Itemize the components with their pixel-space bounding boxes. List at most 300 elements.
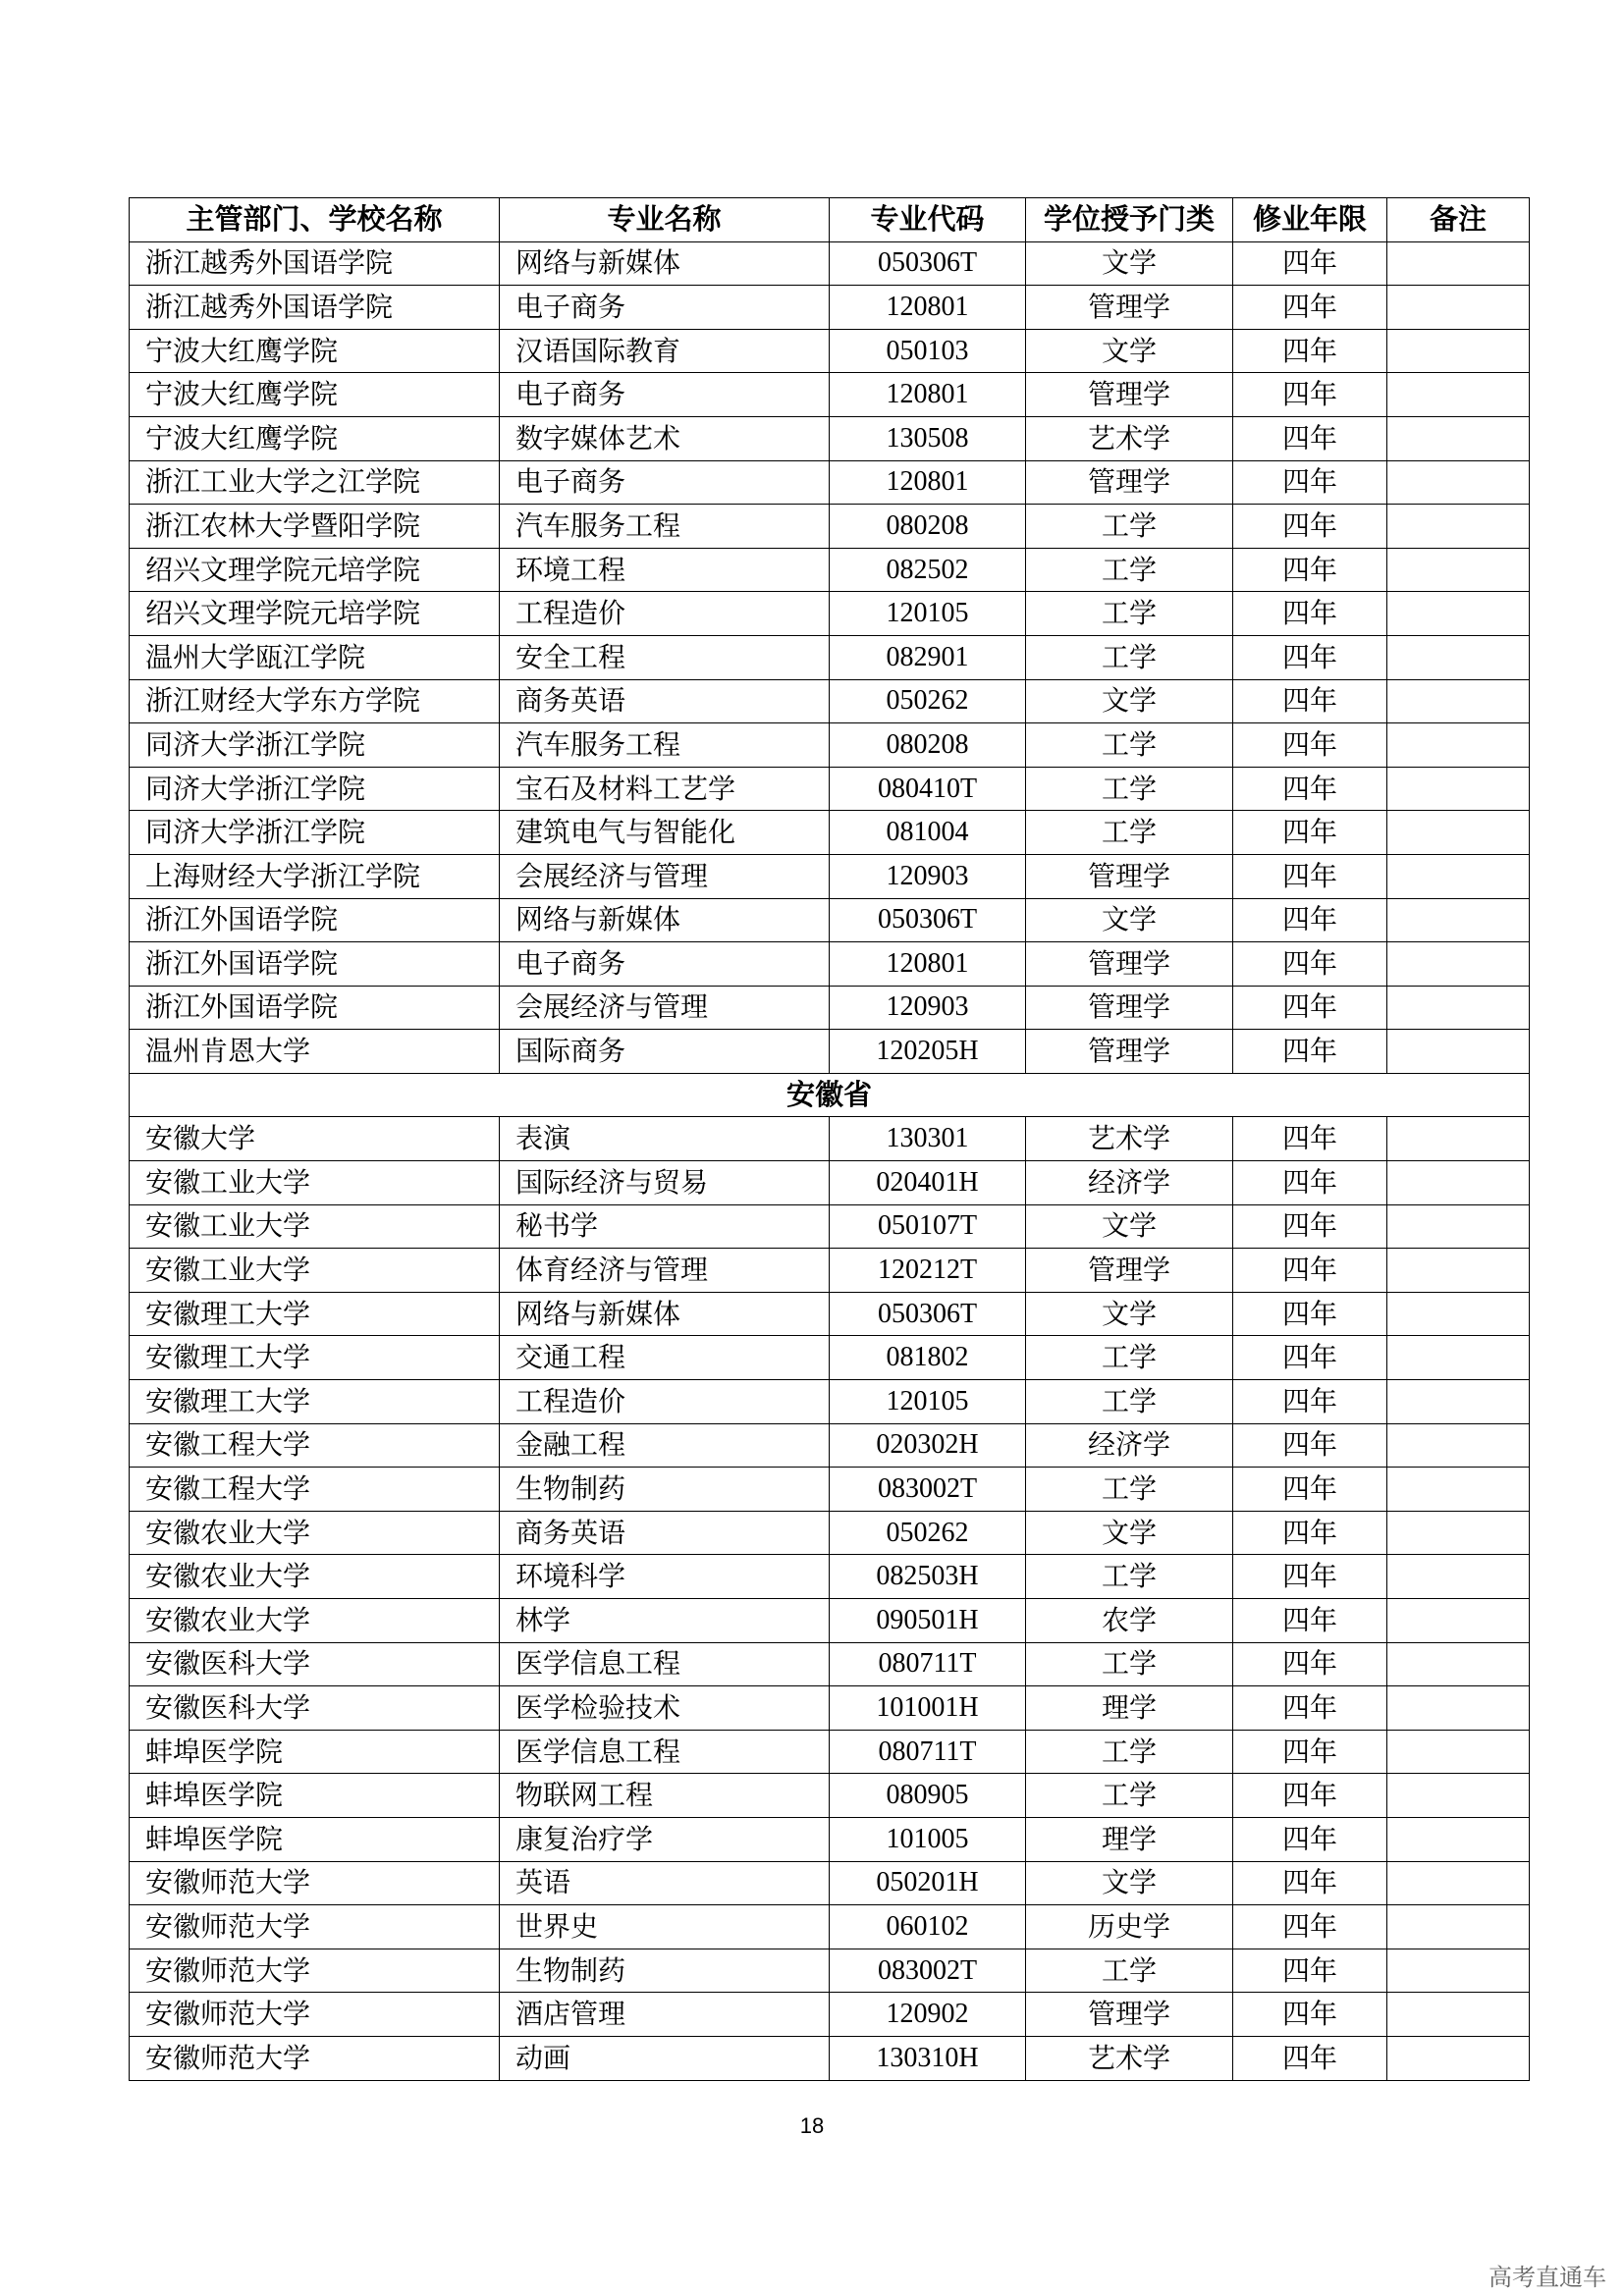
cell-degree: 管理学 [1026,460,1233,505]
cell-school: 安徽大学 [130,1117,500,1161]
cell-note [1387,1599,1530,1643]
cell-major: 电子商务 [500,460,830,505]
cell-school: 浙江外国语学院 [130,986,500,1030]
cell-school: 安徽师范大学 [130,1949,500,1993]
cell-major: 动画 [500,2036,830,2080]
cell-degree: 经济学 [1026,1423,1233,1468]
cell-school: 安徽工业大学 [130,1249,500,1293]
cell-major: 宝石及材料工艺学 [500,767,830,811]
cell-school: 浙江财经大学东方学院 [130,679,500,723]
cell-years: 四年 [1233,1249,1387,1293]
cell-years: 四年 [1233,1292,1387,1336]
table-row [130,329,1530,373]
cell-degree: 艺术学 [1026,1117,1233,1161]
page-number: 18 [799,2113,825,2138]
cell-code: 120105 [830,592,1026,636]
cell-years: 四年 [1233,286,1387,330]
table-row [130,1030,1530,1074]
cell-degree: 管理学 [1026,942,1233,987]
table-row [130,1555,1530,1599]
cell-years: 四年 [1233,1642,1387,1686]
table-row [130,1161,1530,1205]
table-row [130,1380,1530,1424]
cell-code: 120801 [830,286,1026,330]
cell-degree: 文学 [1026,1204,1233,1249]
zhejiang-rows [130,241,1530,1073]
cell-degree: 理学 [1026,1686,1233,1731]
cell-school: 安徽工程大学 [130,1468,500,1512]
cell-degree: 文学 [1026,1511,1233,1555]
cell-code: 082901 [830,635,1026,679]
cell-degree: 工学 [1026,1642,1233,1686]
table-row [130,635,1530,679]
cell-degree: 农学 [1026,1599,1233,1643]
table-row [130,1905,1530,1949]
cell-note [1387,942,1530,987]
cell-code: 082502 [830,548,1026,592]
cell-note [1387,416,1530,460]
table-row [130,1861,1530,1905]
cell-major: 建筑电气与智能化 [500,811,830,855]
cell-major: 表演 [500,1117,830,1161]
cell-years: 四年 [1233,548,1387,592]
cell-code: 080711T [830,1642,1026,1686]
cell-code: 120903 [830,986,1026,1030]
cell-school: 浙江越秀外国语学院 [130,286,500,330]
table-row [130,1292,1530,1336]
header-major: 专业名称 [500,198,830,242]
cell-code: 120801 [830,942,1026,987]
cell-major: 工程造价 [500,1380,830,1424]
table-row [130,416,1530,460]
cell-note [1387,505,1530,549]
cell-degree: 文学 [1026,898,1233,942]
cell-major: 康复治疗学 [500,1817,830,1861]
cell-code: 080208 [830,505,1026,549]
cell-note [1387,2036,1530,2080]
cell-school: 温州大学瓯江学院 [130,635,500,679]
cell-code: 080410T [830,767,1026,811]
cell-degree: 管理学 [1026,1249,1233,1293]
table-row [130,1336,1530,1380]
cell-school: 浙江越秀外国语学院 [130,241,500,286]
cell-major: 商务英语 [500,679,830,723]
cell-degree: 工学 [1026,811,1233,855]
table-row [130,460,1530,505]
cell-note [1387,1993,1530,2037]
table-row [130,1817,1530,1861]
cell-school: 同济大学浙江学院 [130,811,500,855]
cell-school: 浙江工业大学之江学院 [130,460,500,505]
cell-degree: 艺术学 [1026,2036,1233,2080]
cell-years: 四年 [1233,1861,1387,1905]
cell-note [1387,1511,1530,1555]
cell-degree: 管理学 [1026,286,1233,330]
cell-major: 英语 [500,1861,830,1905]
table-row [130,592,1530,636]
cell-major: 网络与新媒体 [500,898,830,942]
cell-note [1387,723,1530,768]
cell-degree: 工学 [1026,1380,1233,1424]
table-row [130,241,1530,286]
cell-years: 四年 [1233,1336,1387,1380]
cell-major: 会展经济与管理 [500,854,830,898]
cell-major: 汽车服务工程 [500,723,830,768]
cell-degree: 工学 [1026,1730,1233,1774]
cell-code: 020401H [830,1161,1026,1205]
cell-degree: 工学 [1026,1949,1233,1993]
cell-years: 四年 [1233,1423,1387,1468]
cell-years: 四年 [1233,373,1387,417]
cell-code: 080711T [830,1730,1026,1774]
table-row [130,2036,1530,2080]
table-row [130,723,1530,768]
cell-major: 网络与新媒体 [500,1292,830,1336]
cell-school: 浙江农林大学暨阳学院 [130,505,500,549]
cell-code: 083002T [830,1949,1026,1993]
header-years: 修业年限 [1233,198,1387,242]
cell-degree: 管理学 [1026,854,1233,898]
cell-major: 医学信息工程 [500,1642,830,1686]
cell-degree: 管理学 [1026,1030,1233,1074]
cell-note [1387,1642,1530,1686]
cell-degree: 管理学 [1026,986,1233,1030]
cell-degree: 管理学 [1026,1993,1233,2037]
cell-major: 生物制药 [500,1468,830,1512]
cell-note [1387,241,1530,286]
table-row [130,679,1530,723]
cell-school: 安徽工业大学 [130,1204,500,1249]
table-row [130,811,1530,855]
cell-major: 世界史 [500,1905,830,1949]
cell-degree: 工学 [1026,1336,1233,1380]
cell-note [1387,1686,1530,1731]
table-row [130,286,1530,330]
cell-school: 安徽农业大学 [130,1599,500,1643]
header-degree: 学位授予门类 [1026,198,1233,242]
cell-note [1387,767,1530,811]
cell-years: 四年 [1233,416,1387,460]
cell-code: 080208 [830,723,1026,768]
cell-major: 会展经济与管理 [500,986,830,1030]
cell-school: 温州肯恩大学 [130,1030,500,1074]
cell-school: 宁波大红鹰学院 [130,373,500,417]
watermark-text: 高考直通车 [1489,2264,1606,2291]
cell-major: 酒店管理 [500,1993,830,2037]
header-code: 专业代码 [830,198,1026,242]
cell-years: 四年 [1233,1468,1387,1512]
cell-degree: 理学 [1026,1817,1233,1861]
cell-code: 120903 [830,854,1026,898]
table-row [130,1204,1530,1249]
cell-code: 130301 [830,1117,1026,1161]
cell-years: 四年 [1233,1030,1387,1074]
cell-degree: 工学 [1026,548,1233,592]
cell-school: 安徽师范大学 [130,1993,500,2037]
cell-note [1387,548,1530,592]
cell-code: 101001H [830,1686,1026,1731]
cell-degree: 工学 [1026,767,1233,811]
majors-table [129,197,1530,2081]
anhui-rows [130,1117,1530,2080]
cell-school: 安徽医科大学 [130,1642,500,1686]
cell-note [1387,1774,1530,1818]
cell-degree: 工学 [1026,635,1233,679]
cell-code: 101005 [830,1817,1026,1861]
cell-degree: 工学 [1026,505,1233,549]
cell-years: 四年 [1233,635,1387,679]
cell-years: 四年 [1233,679,1387,723]
cell-years: 四年 [1233,1599,1387,1643]
cell-note [1387,460,1530,505]
cell-years: 四年 [1233,1161,1387,1205]
cell-note [1387,811,1530,855]
cell-school: 宁波大红鹰学院 [130,329,500,373]
cell-school: 安徽农业大学 [130,1511,500,1555]
cell-code: 120801 [830,460,1026,505]
table-row [130,1642,1530,1686]
cell-major: 金融工程 [500,1423,830,1468]
cell-major: 交通工程 [500,1336,830,1380]
cell-major: 汉语国际教育 [500,329,830,373]
cell-school: 安徽师范大学 [130,1905,500,1949]
cell-school: 安徽理工大学 [130,1292,500,1336]
table-row [130,1423,1530,1468]
cell-degree: 文学 [1026,241,1233,286]
cell-degree: 文学 [1026,329,1233,373]
cell-major: 国际商务 [500,1030,830,1074]
cell-major: 数字媒体艺术 [500,416,830,460]
cell-school: 安徽工业大学 [130,1161,500,1205]
cell-years: 四年 [1233,854,1387,898]
cell-code: 130508 [830,416,1026,460]
cell-note [1387,1336,1530,1380]
cell-major: 医学信息工程 [500,1730,830,1774]
cell-code: 083002T [830,1468,1026,1512]
cell-years: 四年 [1233,1993,1387,2037]
cell-years: 四年 [1233,592,1387,636]
table-row [130,1686,1530,1731]
cell-degree: 艺术学 [1026,416,1233,460]
cell-code: 120105 [830,1380,1026,1424]
cell-code: 050306T [830,241,1026,286]
cell-note [1387,329,1530,373]
table-row [130,373,1530,417]
cell-code: 050306T [830,898,1026,942]
cell-years: 四年 [1233,1117,1387,1161]
cell-note [1387,373,1530,417]
cell-code: 090501H [830,1599,1026,1643]
cell-school: 同济大学浙江学院 [130,723,500,768]
cell-major: 环境工程 [500,548,830,592]
cell-degree: 管理学 [1026,373,1233,417]
cell-school: 安徽理工大学 [130,1380,500,1424]
cell-years: 四年 [1233,460,1387,505]
table-row [130,548,1530,592]
cell-code: 081802 [830,1336,1026,1380]
cell-code: 050103 [830,329,1026,373]
cell-note [1387,1204,1530,1249]
cell-years: 四年 [1233,1555,1387,1599]
cell-note [1387,1117,1530,1161]
cell-school: 安徽工程大学 [130,1423,500,1468]
cell-note [1387,1905,1530,1949]
cell-school: 绍兴文理学院元培学院 [130,592,500,636]
cell-note [1387,1817,1530,1861]
cell-note [1387,1249,1530,1293]
cell-years: 四年 [1233,942,1387,987]
cell-school: 安徽师范大学 [130,2036,500,2080]
cell-major: 林学 [500,1599,830,1643]
cell-school: 安徽医科大学 [130,1686,500,1731]
cell-years: 四年 [1233,811,1387,855]
cell-major: 体育经济与管理 [500,1249,830,1293]
cell-school: 绍兴文理学院元培学院 [130,548,500,592]
cell-code: 081004 [830,811,1026,855]
cell-school: 宁波大红鹰学院 [130,416,500,460]
cell-degree: 文学 [1026,1861,1233,1905]
cell-note [1387,592,1530,636]
cell-code: 050262 [830,1511,1026,1555]
cell-major: 秘书学 [500,1204,830,1249]
cell-major: 工程造价 [500,592,830,636]
cell-code: 120205H [830,1030,1026,1074]
cell-note [1387,898,1530,942]
cell-code: 050201H [830,1861,1026,1905]
cell-note [1387,679,1530,723]
cell-school: 浙江外国语学院 [130,942,500,987]
cell-note [1387,286,1530,330]
table-row [130,1468,1530,1512]
cell-degree: 工学 [1026,723,1233,768]
cell-major: 安全工程 [500,635,830,679]
cell-major: 环境科学 [500,1555,830,1599]
table-header-row [130,198,1530,242]
section-title-anhui: 安徽省 [130,1073,1530,1117]
table-row [130,1249,1530,1293]
cell-years: 四年 [1233,767,1387,811]
table-row [130,767,1530,811]
cell-years: 四年 [1233,2036,1387,2080]
cell-major: 电子商务 [500,286,830,330]
cell-years: 四年 [1233,241,1387,286]
cell-school: 安徽农业大学 [130,1555,500,1599]
table-row [130,1949,1530,1993]
cell-degree: 文学 [1026,1292,1233,1336]
cell-major: 生物制药 [500,1949,830,1993]
cell-note [1387,635,1530,679]
cell-note [1387,1861,1530,1905]
cell-years: 四年 [1233,986,1387,1030]
cell-school: 蚌埠医学院 [130,1817,500,1861]
cell-years: 四年 [1233,1817,1387,1861]
cell-major: 汽车服务工程 [500,505,830,549]
cell-years: 四年 [1233,1686,1387,1731]
cell-school: 上海财经大学浙江学院 [130,854,500,898]
cell-years: 四年 [1233,505,1387,549]
cell-note [1387,854,1530,898]
table-row [130,898,1530,942]
cell-code: 050262 [830,679,1026,723]
cell-code: 082503H [830,1555,1026,1599]
cell-school: 安徽理工大学 [130,1336,500,1380]
cell-degree: 工学 [1026,1774,1233,1818]
cell-code: 050107T [830,1204,1026,1249]
cell-major: 国际经济与贸易 [500,1161,830,1205]
cell-note [1387,1292,1530,1336]
cell-code: 020302H [830,1423,1026,1468]
cell-years: 四年 [1233,1774,1387,1818]
cell-school: 蚌埠医学院 [130,1774,500,1818]
cell-code: 060102 [830,1905,1026,1949]
cell-school: 安徽师范大学 [130,1861,500,1905]
header-school: 主管部门、学校名称 [130,198,500,242]
cell-note [1387,1161,1530,1205]
cell-major: 网络与新媒体 [500,241,830,286]
cell-years: 四年 [1233,1380,1387,1424]
cell-note [1387,1468,1530,1512]
cell-major: 商务英语 [500,1511,830,1555]
cell-years: 四年 [1233,723,1387,768]
table-row [130,854,1530,898]
cell-years: 四年 [1233,1511,1387,1555]
cell-note [1387,1380,1530,1424]
cell-years: 四年 [1233,898,1387,942]
cell-degree: 工学 [1026,1468,1233,1512]
cell-note [1387,986,1530,1030]
table-row [130,1774,1530,1818]
cell-major: 医学检验技术 [500,1686,830,1731]
cell-code: 120801 [830,373,1026,417]
cell-years: 四年 [1233,329,1387,373]
cell-code: 130310H [830,2036,1026,2080]
header-note: 备注 [1387,198,1530,242]
cell-degree: 文学 [1026,679,1233,723]
cell-school: 浙江外国语学院 [130,898,500,942]
cell-note [1387,1423,1530,1468]
cell-code: 120902 [830,1993,1026,2037]
cell-years: 四年 [1233,1949,1387,1993]
cell-code: 080905 [830,1774,1026,1818]
cell-years: 四年 [1233,1204,1387,1249]
cell-note [1387,1030,1530,1074]
cell-years: 四年 [1233,1905,1387,1949]
cell-major: 电子商务 [500,373,830,417]
cell-major: 物联网工程 [500,1774,830,1818]
cell-degree: 工学 [1026,1555,1233,1599]
cell-degree: 历史学 [1026,1905,1233,1949]
table-row [130,1730,1530,1774]
cell-major: 电子商务 [500,942,830,987]
cell-degree: 工学 [1026,592,1233,636]
cell-school: 同济大学浙江学院 [130,767,500,811]
table-row [130,505,1530,549]
cell-note [1387,1730,1530,1774]
table-row [130,1993,1530,2037]
cell-code: 050306T [830,1292,1026,1336]
table-row [130,942,1530,987]
table-row [130,986,1530,1030]
table-row [130,1511,1530,1555]
table-row [130,1117,1530,1161]
cell-years: 四年 [1233,1730,1387,1774]
table-row [130,1599,1530,1643]
cell-note [1387,1949,1530,1993]
cell-code: 120212T [830,1249,1026,1293]
cell-school: 蚌埠医学院 [130,1730,500,1774]
cell-degree: 经济学 [1026,1161,1233,1205]
section-row [130,1073,1530,1117]
